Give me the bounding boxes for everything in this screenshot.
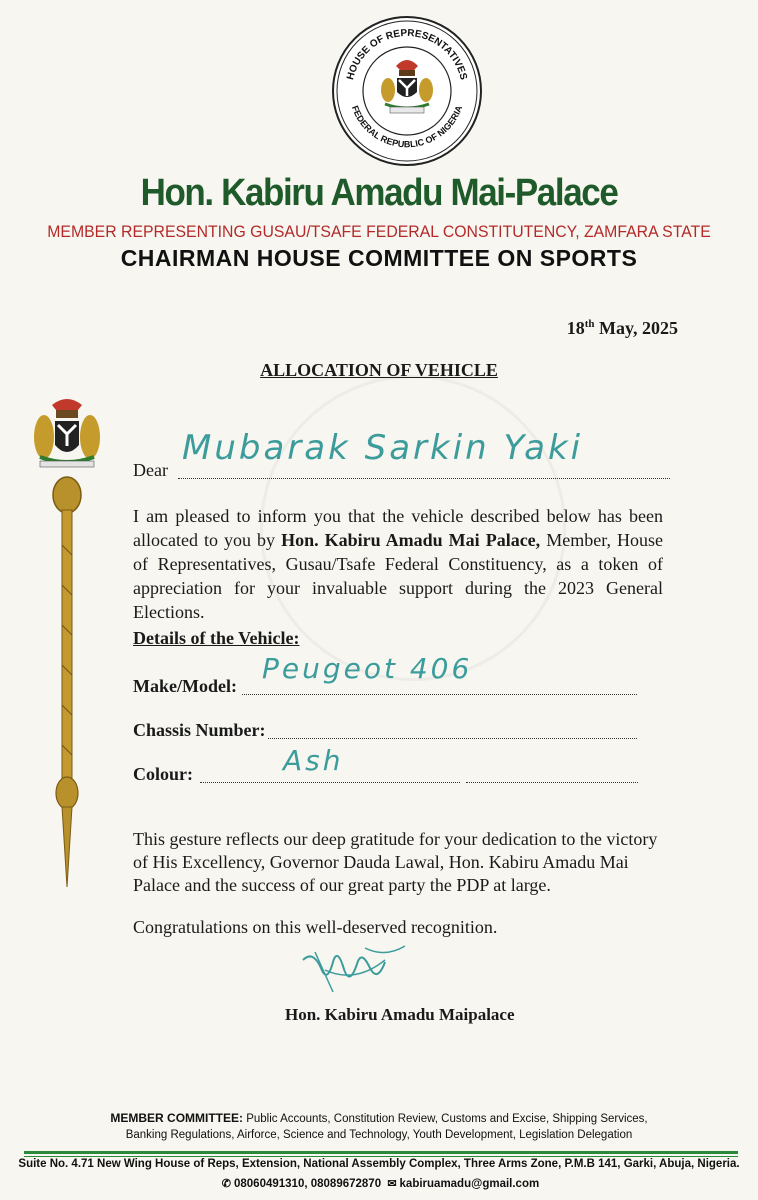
colour-value: Ash [283, 744, 344, 777]
email-icon: ✉ [387, 1178, 397, 1190]
letterhead-name: Hon. Kabiru Amadu Mai-Palace [140, 172, 618, 214]
colour-line-2 [466, 766, 638, 783]
house-seal-icon [330, 14, 484, 168]
signature-mark [295, 940, 425, 1010]
letterhead-chairman-line: CHAIRMAN HOUSE COMMITTEE ON SPORTS [120, 245, 638, 271]
letterhead-member-line: MEMBER REPRESENTING GUSAU/TSAFE FEDERAL CONSTITUTENCY, ZAMFARA STATE [47, 222, 711, 241]
recipient-line [178, 478, 670, 479]
letter-subject: ALLOCATION OF VEHICLE [260, 360, 498, 380]
colour-label: Colour: [133, 764, 193, 784]
chassis-number-line [268, 722, 637, 739]
vehicle-details-heading: Details of the Vehicle: [133, 628, 300, 648]
svg-text:HOUSE OF REPRESENTATIVES: HOUSE OF REPRESENTATIVES [345, 27, 469, 82]
body-paragraph-2: This gesture reflects our deep gratitude for your dedication to the victory of His Excellency, Governor Dauda Lawal, Hon. Kabiru Amadu Mai Palace and the success of our great party the PDP at large. [133, 829, 658, 895]
make-model-value: Peugeot 406 [262, 652, 473, 685]
contact-info: ✆ 08060491310, 08089672870 ✉ kabiruamadu@gmail.com [221, 1178, 540, 1190]
salutation-label: Dear [133, 460, 168, 480]
letter-date: 18th May, 2025 [566, 318, 678, 338]
office-address: Suite No. 4.71 New Wing House of Reps, Extension, National Assembly Complex, Three Arms Zone, P.M.B 141, Garki, Abuja, Nigeria. [18, 1158, 740, 1170]
recipient-name-handwritten: Mubarak Sarkin Yaki [182, 428, 584, 468]
svg-text:FEDERAL REPUBLIC OF NIGERIA: FEDERAL REPUBLIC OF NIGERIA [349, 104, 465, 150]
footer-rule [24, 1151, 738, 1154]
member-committee-list: MEMBER COMMITTEE: Public Accounts, Constitution Review, Customs and Excise, Shipping Services, Banking Regulations, Airforce, Science and Technology, Youth Development, Legislation Delegation [110, 1111, 648, 1141]
make-model-label: Make/Model: [133, 676, 237, 696]
body-paragraph-1: I am pleased to inform you that the vehicle described below has been allocated to you by Hon. Kabiru Amadu Mai Palace, Member, House of Representatives, Gusau/Tsafe Federal Constituency, as a token of appreciation for your invaluable support during the 2023 General Elections. [133, 506, 663, 622]
signatory-name: Hon. Kabiru Amadu Maipalace [285, 1005, 515, 1024]
phone-icon: ✆ [221, 1178, 231, 1190]
mace-icon [22, 395, 112, 895]
body-paragraph-3: Congratulations on this well-deserved recognition. [133, 917, 498, 937]
footer-rule-thin [24, 1156, 738, 1157]
chassis-number-label: Chassis Number: [133, 720, 266, 740]
